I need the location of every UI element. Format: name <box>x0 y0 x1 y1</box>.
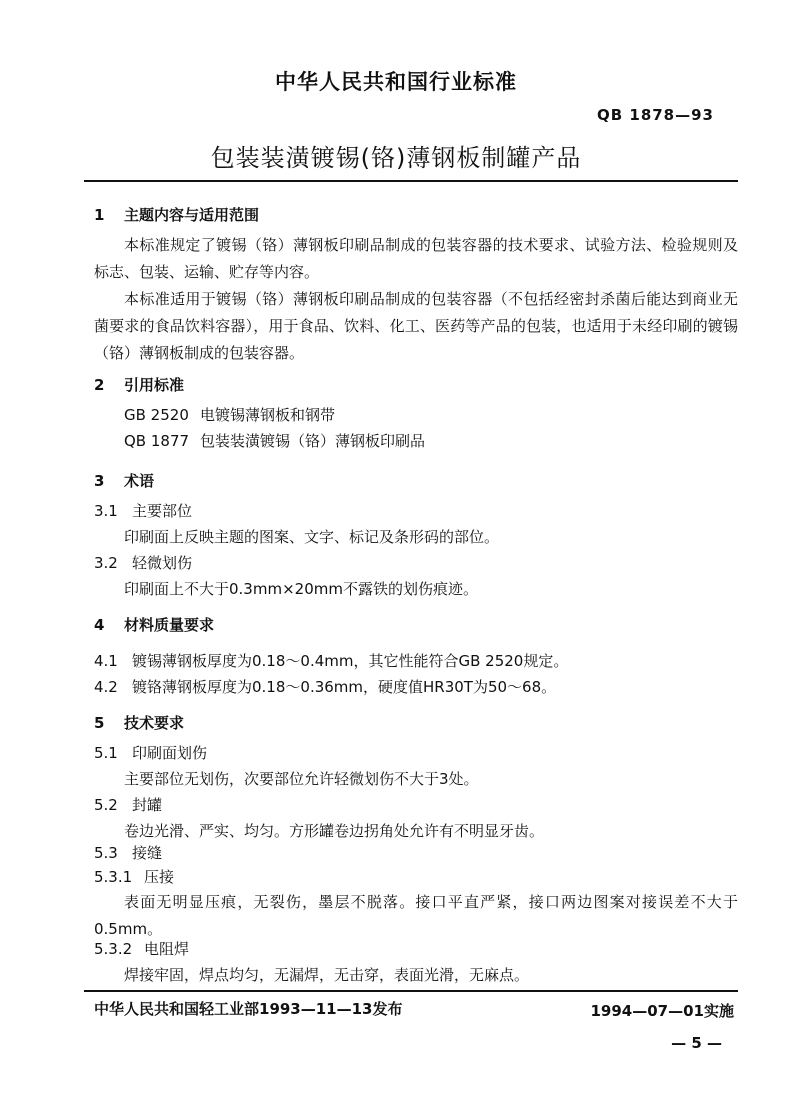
reference-item: QB 1877 包装装潢镀锡（铬）薄钢板印刷品 <box>124 432 426 450</box>
clause-4-1: 4.1 镀锡薄钢板厚度为0.18～0.4mm，其它性能符合GB 2520规定。 <box>94 652 569 670</box>
section-1-paragraph-1: 本标准规定了镀锡（铬）薄钢板印刷品制成的包装容器的技术要求、试验方法、检验规则及标志、包装、运输、贮存等内容。 <box>94 236 738 281</box>
clause-4-2: 4.2 镀铬薄钢板厚度为0.18～0.36mm，硬度值HR30T为50～68。 <box>94 678 557 696</box>
term-3-2-heading: 3.2 轻微划伤 <box>94 554 193 572</box>
section-4-heading: 4 材料质量要求 <box>94 616 215 634</box>
page-number: — 5 — <box>671 1034 722 1052</box>
reference-item: GB 2520 电镀锡薄钢板和钢带 <box>124 406 336 424</box>
clause-5-1-heading: 5.1 印刷面划伤 <box>94 744 208 762</box>
title-divider <box>84 180 738 182</box>
clause-5-3-2-heading: 5.3.2 电阻焊 <box>94 940 190 958</box>
section-3-heading: 3 术语 <box>94 472 155 490</box>
term-3-1-heading: 3.1 主要部位 <box>94 502 193 520</box>
standard-number: QB 1878—93 <box>596 106 714 124</box>
clause-5-3-2-text: 焊接牢固，焊点均匀，无漏焊，无击穿，表面光滑，无麻点。 <box>124 966 530 984</box>
clause-5-1-text: 主要部位无划伤，次要部位允许轻微划伤不大于3处。 <box>124 770 479 788</box>
section-1-heading: 1 主题内容与适用范围 <box>94 206 260 224</box>
term-3-2-definition: 印刷面上不大于0.3mm×20mm不露铁的划伤痕迹。 <box>124 580 478 598</box>
document-title: 包装装潢镀锡(铬)薄钢板制罐产品 <box>210 144 582 172</box>
footer-divider <box>84 990 738 992</box>
clause-5-3-1-heading: 5.3.1 压接 <box>94 868 175 886</box>
clause-5-2-text: 卷边光滑、严实、均匀。方形罐卷边拐角处允许有不明显牙齿。 <box>124 822 545 840</box>
section-1-paragraph-2: 本标准适用于镀锡（铬）薄钢板印刷品制成的包装容器（不包括经密封杀菌后能达到商业无菌要求的食品饮料容器），用于食品、饮料、化工、医药等产品的包装，也适用于未经印刷的镀锡（铬）薄钢板制成的包装容器。 <box>94 290 738 362</box>
issuing-authority: 中华人民共和国行业标准 <box>275 70 517 94</box>
section-2-heading: 2 引用标准 <box>94 376 185 394</box>
clause-5-3-1-text: 表面无明显压痕，无裂伤，墨层不脱落。接口平直严紧，接口两边图案对接误差不大于0.5mm。 <box>94 893 738 938</box>
clause-5-2-heading: 5.2 封罐 <box>94 796 163 814</box>
section-5-heading: 5 技术要求 <box>94 714 185 732</box>
effective-date: 1994—07—01实施 <box>590 1002 734 1020</box>
term-3-1-definition: 印刷面上反映主题的图案、文字、标记及条形码的部位。 <box>124 528 500 546</box>
issue-date: 中华人民共和国轻工业部1993—11—13发布 <box>94 1000 403 1018</box>
clause-5-3-heading: 5.3 接缝 <box>94 844 163 862</box>
